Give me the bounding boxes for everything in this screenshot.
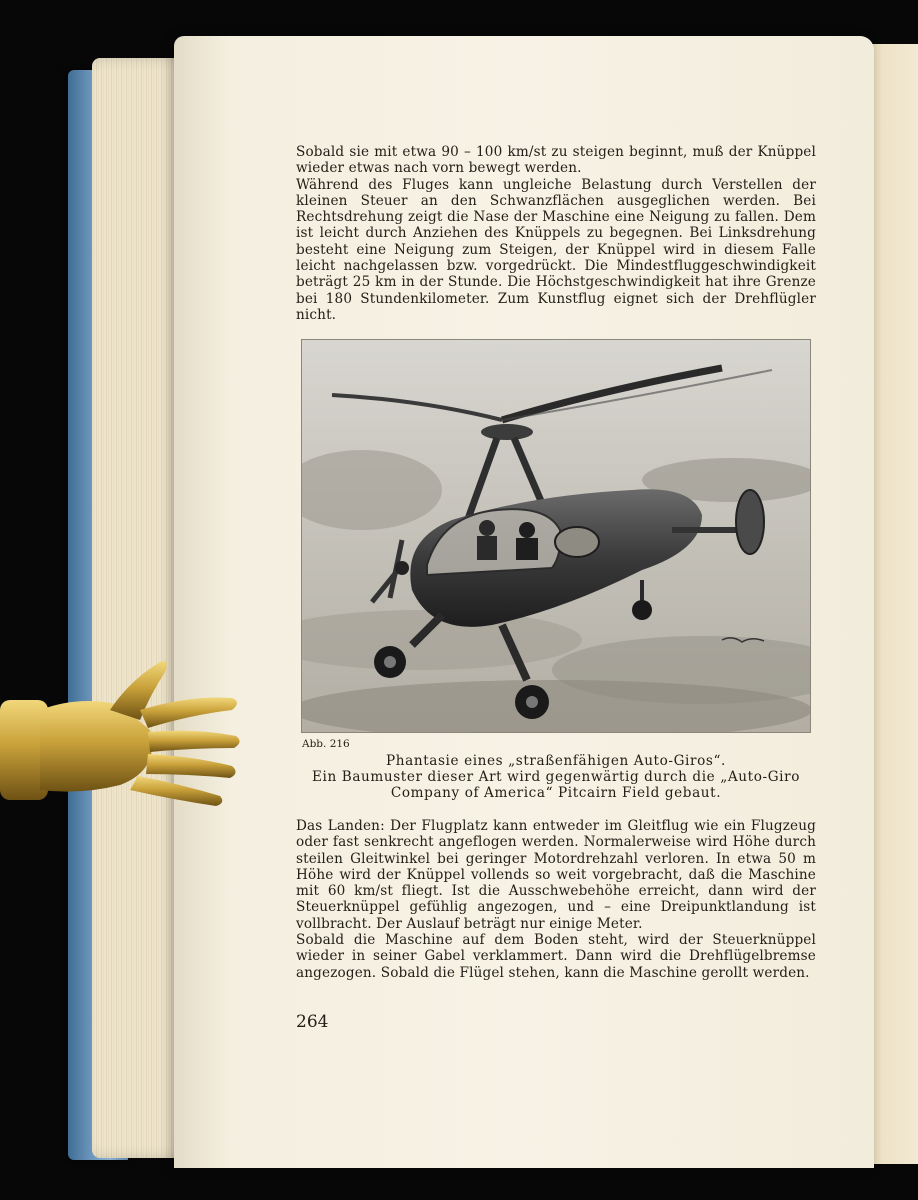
autogiro-illustration [302, 340, 810, 732]
book-page [174, 36, 874, 1168]
figure-number: Abb. 216 [302, 738, 350, 750]
paragraph: Sobald sie mit etwa 90 – 100 km/st zu steigen beginnt, muß der Knüppel wieder etwas nach vorn bewegt werden. [296, 144, 816, 177]
paragraph: Während des Fluges kann ungleiche Belastung durch Verstellen der kleinen Steuer an den Schwanzflächen ausgeglichen werden. Bei Rechtsdrehung zeigt die Nase der Maschine eine Neigung zu fallen. Dem ist leicht durch Anziehen des Knüppels zu begegnen. Bei Linksdrehung besteht eine Neigung zum Steigen, der Knüppel wird in diesem Falle leicht nachgelassen bzw. vorgedrückt. Die Mindestfluggeschwindigkeit beträgt 25 km in der Stunde. Die Höchstgeschwindigkeit hat ihre Grenze bei 180 Stundenkilometer. Zum Kunstflug eignet sich der Drehflügler nicht. [296, 176, 816, 323]
caption-line: Company of America“ Pitcairn Field gebaut. [390, 785, 722, 801]
brass-hand-page-holder [0, 650, 250, 830]
top-text-block [296, 144, 816, 323]
caption-line: Ein Baumuster dieser Art wird gegenwärtig durch die „Auto-Giro [311, 769, 800, 785]
page-number: 264 [296, 1012, 329, 1032]
paragraph: Das Landen: Der Flugplatz kann entweder im Gleitflug wie ein Flugzeug oder fast senkrecht angeflogen werden. Normalerweise wird Höhe durch steilen Gleitwinkel bei geringer Motordrehzahl verloren. In etwa 50 m Höhe wird der Knüppel vollends so weit vorgebracht, daß die Maschine mit 60 km/st fliegt. Ist die Ausschwebehöhe erreicht, dann wird der Steuerknüppel gefühlig angezogen, und – eine Dreipunktlandung ist vollbracht. Der Auslauf beträgt nur einige Meter. [296, 818, 816, 932]
bottom-text-block [296, 818, 816, 981]
figure-caption [302, 753, 810, 801]
caption-line: Phantasie eines „straßenfähigen Auto-Giros“. [386, 753, 726, 769]
paragraph: Sobald die Maschine auf dem Boden steht, wird der Steuerknüppel wieder in seiner Gabel verklammert. Dann wird die Drehflügelbremse angezogen. Sobald die Flügel stehen, kann die Maschine gerollt werden. [296, 932, 816, 981]
